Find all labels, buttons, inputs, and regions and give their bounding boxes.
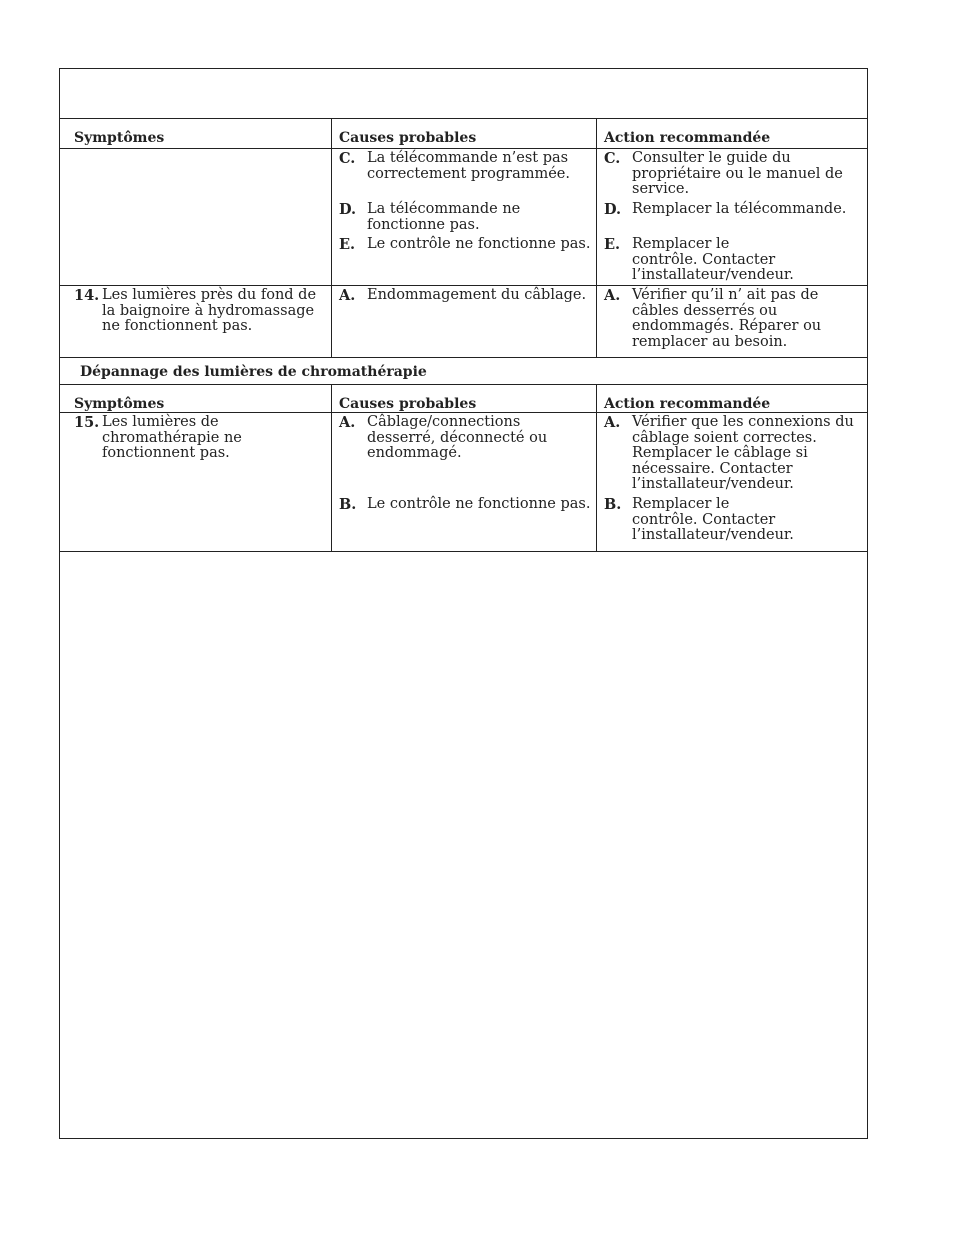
action-item xyxy=(604,497,856,544)
column-divider-1 xyxy=(331,118,332,357)
symptom-item xyxy=(74,415,328,462)
header-causes: Causes probables xyxy=(339,130,477,146)
action-item xyxy=(604,237,856,284)
column-divider-4 xyxy=(596,384,597,551)
action-item xyxy=(604,202,856,218)
cause-text: Endommagement du câblage. xyxy=(367,287,587,303)
column-divider-3 xyxy=(331,384,332,551)
cause-label: E. xyxy=(339,236,356,253)
cause-item xyxy=(339,237,591,253)
action-item xyxy=(604,151,856,198)
symptom-number: 14. xyxy=(74,287,100,304)
action-label: B. xyxy=(604,496,622,513)
rule-table-bottom xyxy=(60,551,867,552)
action-text: Remplacer le contrôle. Contacter l’installateur/vendeur. xyxy=(632,236,794,284)
action-item xyxy=(604,288,856,350)
cause-item xyxy=(339,202,591,233)
cause-item xyxy=(339,288,591,304)
cause-label: C. xyxy=(339,150,356,167)
header-causes: Causes probables xyxy=(339,396,477,412)
symptom-text: Les lumières de chromathérapie ne fonctionnent pas. xyxy=(102,414,242,462)
action-text: Vérifier qu’il n’ ait pas de câbles desserrés ou endommagés. Réparer ou remplacer au besoin. xyxy=(632,287,822,350)
section-title-chromatherapy: Dépannage des lumières de chromathérapie xyxy=(80,364,427,380)
cause-item xyxy=(339,151,591,182)
symptom-number: 15. xyxy=(74,414,100,431)
action-label: A. xyxy=(604,287,621,304)
rule-header-bottom xyxy=(60,148,867,149)
header-actions: Action recommandée xyxy=(604,130,771,146)
cause-label: A. xyxy=(339,414,356,431)
rule-row-separator xyxy=(60,285,867,286)
cause-text: Le contrôle ne fonctionne pas. xyxy=(367,496,591,512)
cause-item xyxy=(339,415,591,462)
action-text: Remplacer le contrôle. Contacter l’installateur/vendeur. xyxy=(632,496,794,544)
cause-label: D. xyxy=(339,201,357,218)
rule-section-top xyxy=(60,357,867,358)
action-label: D. xyxy=(604,201,622,218)
symptom-text: Les lumières près du fond de la baignoire à hydromassage ne fonctionnent pas. xyxy=(102,287,317,335)
cause-text: Le contrôle ne fonctionne pas. xyxy=(367,236,591,252)
header-symptoms: Symptômes xyxy=(74,396,165,412)
cause-label: A. xyxy=(339,287,356,304)
cause-label: B. xyxy=(339,496,357,513)
header-actions: Action recommandée xyxy=(604,396,771,412)
cause-text: Câblage/connections desserré, déconnecté ou endommagé. xyxy=(367,414,548,462)
action-item xyxy=(604,415,860,493)
rule-section-bottom xyxy=(60,384,867,385)
rule-header2-bottom xyxy=(60,412,867,413)
symptom-item xyxy=(74,288,328,335)
cause-text: La télécommande n’est pas correctement programmée. xyxy=(367,150,570,182)
cause-item xyxy=(339,497,591,513)
action-label: C. xyxy=(604,150,621,167)
action-label: E. xyxy=(604,236,621,253)
action-text: Remplacer la télécommande. xyxy=(632,201,847,217)
cause-text: La télécommande ne fonctionne pas. xyxy=(367,201,521,233)
rule-top-header xyxy=(60,118,867,119)
column-divider-2 xyxy=(596,118,597,357)
action-text: Consulter le guide du propriétaire ou le manuel de service. xyxy=(632,150,843,198)
header-symptoms: Symptômes xyxy=(74,130,165,146)
troubleshooting-frame xyxy=(59,68,868,1139)
action-label: A. xyxy=(604,414,621,431)
action-text: Vérifier que les connexions du câblage soient correctes. Remplacer le câblage si nécessaire. Contacter l’installateur/vendeur. xyxy=(632,414,854,493)
